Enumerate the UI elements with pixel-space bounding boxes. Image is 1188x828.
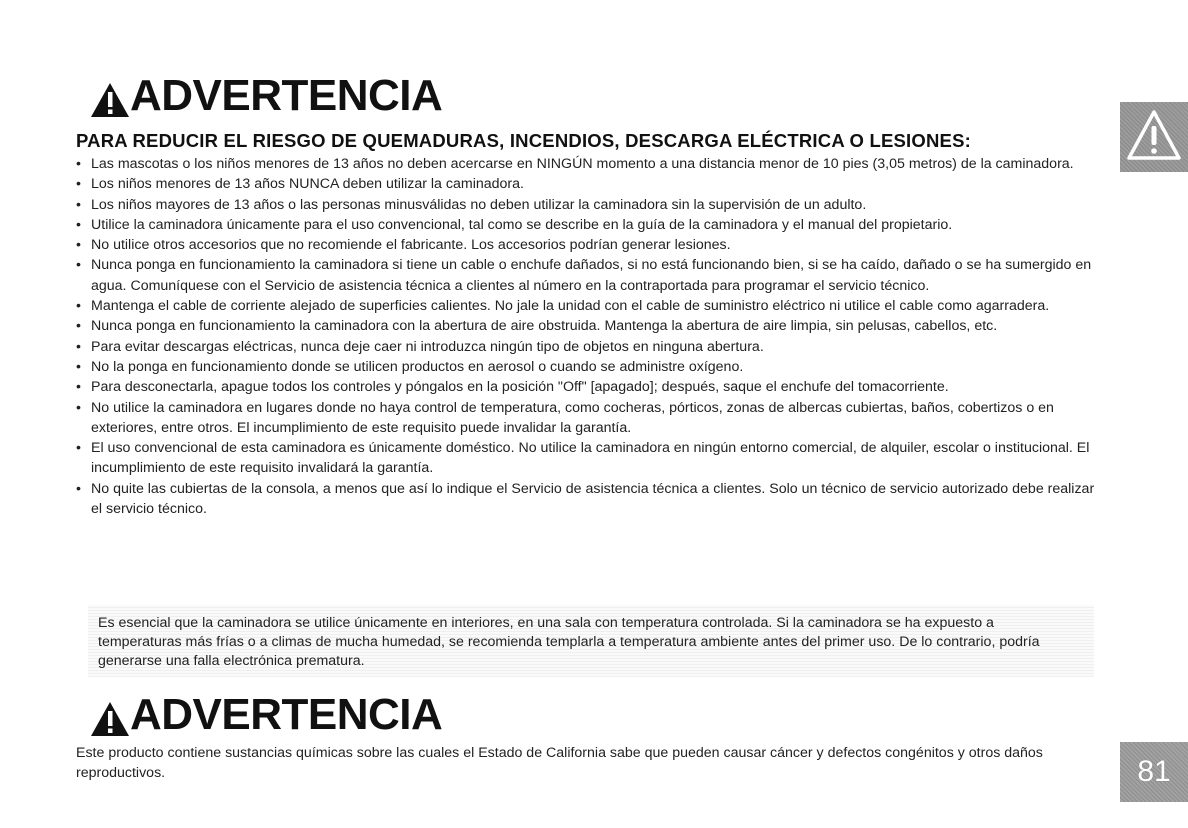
warning-list <box>76 154 1096 519</box>
page-number: 81 <box>1120 742 1188 802</box>
side-tab <box>1120 102 1188 172</box>
list-item: • Nunca ponga en funcionamiento la caminadora si tiene un cable o enchufe dañados, si no está funcionando bien, si se ha caído, dañado o se ha sumergido en agua. Comuníquese con el Servicio de asistencia técnica a clientes al número en la contraportada para programar el servicio técnico. <box>76 255 1096 296</box>
list-item: • Los niños mayores de 13 años o las personas minusválidas no deben utilizar la caminadora sin la supervisión de un adulto. <box>76 195 1096 215</box>
california-warning-text: Este producto contiene sustancias químicas sobre las cuales el Estado de California sabe que pueden causar cáncer y defectos congénitos y otros daños reproductivos. <box>76 745 1043 781</box>
list-item: • El uso convencional de esta caminadora es únicamente doméstico. No utilice la caminadora en ningún entorno comercial, de alquiler, escolar o institucional. El incumplimiento de este requisito invalidará la garantía. <box>76 438 1096 479</box>
warning-title: ADVERTENCIA <box>130 690 443 739</box>
warning-triangle-icon <box>1126 108 1182 164</box>
list-item: • No la ponga en funcionamiento donde se utilicen productos en aerosol o cuando se administre oxígeno. <box>76 357 1096 377</box>
warning-triangle-icon <box>90 701 130 737</box>
note-box <box>88 605 1094 677</box>
list-item: • No utilice otros accesorios que no recomiende el fabricante. Los accesorios podrían generar lesiones. <box>76 235 1096 255</box>
list-item: • Para evitar descargas eléctricas, nunca deje caer ni introduzca ningún tipo de objetos en ninguna abertura. <box>76 337 1096 357</box>
list-item: • Los niños menores de 13 años NUNCA deben utilizar la caminadora. <box>76 174 1096 194</box>
list-item: • Mantenga el cable de corriente alejado de superficies calientes. No jale la unidad con el cable de suministro eléctrico ni utilice el cable como agarradera. <box>76 296 1096 316</box>
list-item: • No utilice la caminadora en lugares donde no haya control de temperatura, como cocheras, pórticos, zonas de albercas cubiertas, baños, cobertizos o en exteriores, entre otros. El incumplimiento de este requisito puede invalidar la garantía. <box>76 398 1096 439</box>
list-item: • No quite las cubiertas de la consola, a menos que así lo indique el Servicio de asistencia técnica a clientes. Solo un técnico de servicio autorizado debe realizar el servicio técnico. <box>76 479 1096 520</box>
list-item: • Las mascotas o los niños menores de 13 años no deben acercarse en NINGÚN momento a una distancia menor de 10 pies (3,05 metros) de la caminadora. <box>76 154 1096 174</box>
warning-title: ADVERTENCIA <box>130 71 443 120</box>
note-text: Es esencial que la caminadora se utilice únicamente en interiores, en una sala con temperatura controlada. Si la caminadora se ha expuesto a temperaturas más frías o a climas de mucha humedad, se recomienda templarla a temperatura ambiente antes del primer uso. De lo contrario, podría generarse una falla electrónica prematura. <box>98 615 1040 669</box>
warning-heading <box>90 690 443 739</box>
list-item: • Para desconectarla, apague todos los controles y póngalos en la posición "Off" [apagado]; después, saque el enchufe del tomacorriente. <box>76 377 1096 397</box>
warning-triangle-icon <box>90 82 130 118</box>
list-item: • Utilice la caminadora únicamente para el uso convencional, tal como se describe en la guía de la caminadora y el manual del propietario. <box>76 215 1096 235</box>
warning-heading <box>90 71 443 120</box>
warning-subtitle: PARA REDUCIR EL RIESGO DE QUEMADURAS, INCENDIOS, DESCARGA ELÉCTRICA O LESIONES: <box>76 130 971 151</box>
list-item: • Nunca ponga en funcionamiento la caminadora con la abertura de aire obstruida. Mantenga la abertura de aire limpia, sin pelusas, cabellos, etc. <box>76 316 1096 336</box>
